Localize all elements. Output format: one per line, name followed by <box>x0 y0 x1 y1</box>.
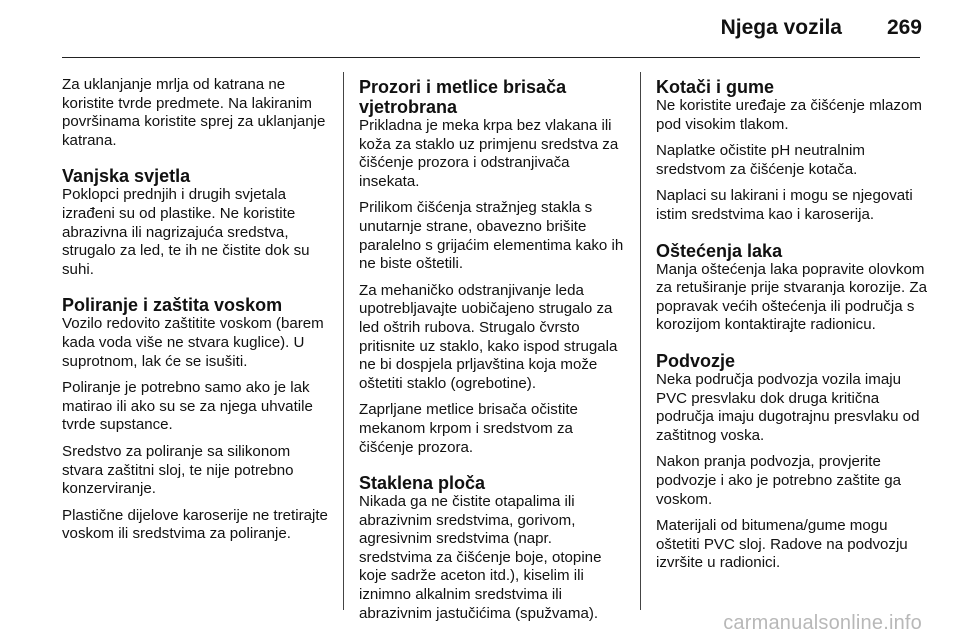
section-heading: Staklena ploča <box>359 473 486 494</box>
section-heading: Oštećenja laka <box>656 240 783 261</box>
paragraph: Zaprljane metlice brisača očistite mekanom krpom i sredstvom za čišćenje prozora. <box>359 401 578 456</box>
section-heading: Vanjska svjetla <box>62 166 191 187</box>
paragraph: Prikladna je meka krpa bez vlakana ili koža za staklo uz primjenu sredstva za čišćenje prozora i odstranjivača insekata. <box>359 117 619 190</box>
page-header <box>0 0 960 60</box>
paragraph: Za uklanjanje mrlja od katrana ne koristite tvrde predmete. Na lakiranim površinama koristite sprej za uklanjanje katrana. <box>62 76 326 149</box>
paragraph: Poklopci prednjih i drugih svjetala izrađeni su od plastike. Ne koristite abrazivna ili nagrizajuća sredstva, strugalo za led, te ih ne čistite dok su suhi. <box>62 186 310 278</box>
paragraph: Manja oštećenja laka popravite olovkom za retuširanje prije stvaranja korozije. Za popravak većih oštećenja ili područja s korozijom kontaktirajte radionicu. <box>656 260 927 334</box>
paragraph: Plastične dijelove karoserije ne tretirajte voskom ili sredstvima za poliranje. <box>62 506 328 543</box>
section-heading: Kotači i gume <box>656 77 775 97</box>
paragraph: Prilikom čišćenja stražnjeg stakla s unutarnje strane, obavezno brišite paralelno s grijaćim elementima kako ih ne biste oštetili. <box>359 199 624 273</box>
paragraph: Nikada ga ne čistite otapalima ili abrazivnim sredstvima, gorivom, agresivnim sredstvima (napr. sredstvima za čišćenje boje, otopine koje sadrže aceton itd.), kiselim ili iznimno alkalnim sredstvima ili abrazivnim jastučićima (spužvama). <box>359 493 602 622</box>
paragraph: Vozilo redovito zaštitite voskom (barem kada voda više ne stvara kuglice). U suprotnom, lak će se isušiti. <box>62 315 324 370</box>
paragraph: Za mehaničko odstranjivanje leda upotrebljavajte uobičajeno strugalo za led oštrih rubova. Strugalo čvrsto pritisnite uz staklo, kako ispod strugala ne bi dospjela prljavština koja može oštetiti staklo (ogrebotine). <box>359 281 618 392</box>
section-wheels-tyres <box>656 77 928 225</box>
column-1 <box>62 76 330 544</box>
paragraph: Sredstvo za poliranje sa silikonom stvara zaštitni sloj, te nije potrebno konzerviranje. <box>62 442 294 498</box>
section-heading: Prozori i metlice brisača vjetrobrana <box>359 77 567 117</box>
column-3 <box>656 77 928 573</box>
paragraph: Ne koristite uređaje za čišćenje mlazom pod visokim tlakom. <box>656 97 922 133</box>
paragraph: Naplaci su lakirani i mogu se njegovati istim sredstvima kao i karoserija. <box>656 187 913 223</box>
paragraph: Neka područja podvozja vozila imaju PVC presvlaku dok druga kritična područja imaju dugotrajnu presvlaku od zaštitnog voska. <box>656 370 920 444</box>
paragraph: Materijali od bitumena/gume mogu oštetiti PVC sloj. Radove na podvozju izvršite u radionici. <box>656 517 908 572</box>
section-polishing-waxing <box>62 295 330 544</box>
page-number: 269 <box>886 16 922 39</box>
section-windows-wipers <box>359 77 627 457</box>
chapter-title: Njega vozila <box>720 16 842 39</box>
section-underbody <box>656 351 928 573</box>
column-2 <box>359 77 627 623</box>
paragraph: Naplatke očistite pH neutralnim sredstvom za čišćenje kotača. <box>656 142 865 178</box>
header-rule <box>62 57 920 58</box>
section-heading: Podvozje <box>656 350 736 371</box>
section-paint-damage <box>656 241 928 335</box>
section-tar-removal <box>62 76 330 150</box>
column-divider <box>343 72 344 610</box>
section-heading: Poliranje i zaštita voskom <box>62 295 283 316</box>
section-glass-panel <box>359 473 627 623</box>
paragraph: Nakon pranja podvozja, provjerite podvozje i ako je potrebno zaštite ga voskom. <box>656 453 902 508</box>
paragraph: Poliranje je potrebno samo ako je lak matirao ili ako su se za njega uhvatile tvrde supstance. <box>62 379 313 434</box>
section-exterior-lights <box>62 166 330 279</box>
watermark-text: carmanualsonline.info <box>723 612 922 634</box>
column-divider <box>640 72 641 610</box>
